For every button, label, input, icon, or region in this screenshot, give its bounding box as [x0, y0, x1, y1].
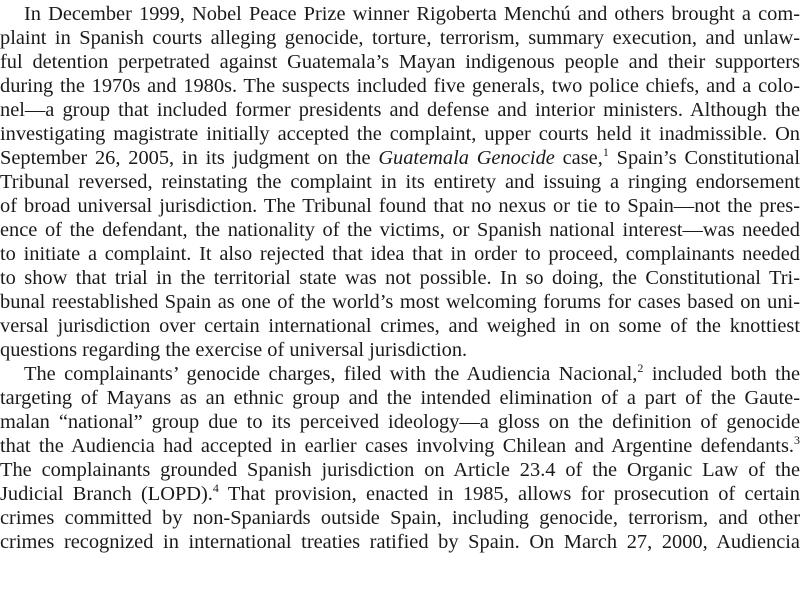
paragraph-1-line-8: Tribunal reversed, reinstating the complaint in its entirety and issuing a ringing endorsement: [0, 171, 800, 193]
paragraph-2-line-2: targeting of Mayans as an ethnic group and the intended elimination of a part of the Gaute-: [0, 387, 800, 409]
line-text: The complainants’ genocide charges, filed with the Audiencia Nacional,: [24, 363, 638, 385]
paragraph-1-line-10: ence of the defendant, the nationality of the victims, or Spanish national interest—was needed: [0, 219, 800, 241]
line-text: That provision, enacted in 1985, allows for prosecution of certain: [218, 483, 800, 505]
paragraph-2-line-4: [0, 434, 800, 458]
line-text: that the Audiencia had accepted in earlier cases involving Chilean and Argentine defendants.: [0, 435, 794, 457]
paragraph-1-line-5: nel—a group that included former presidents and defense and interior ministers. Although the: [0, 99, 800, 121]
line-text: Judicial Branch (LOPD).: [0, 483, 213, 505]
paragraph-1-line-11: to initiate a complaint. It also rejected that idea that in order to proceed, complainants needed: [0, 243, 800, 265]
line-text: included both the: [643, 363, 800, 385]
footnote-marker: 4: [212, 481, 219, 496]
paragraph-1-line-2: plaint in Spanish courts alleging genocide, torture, terrorism, summary execution, and unlaw-: [0, 27, 800, 49]
paragraph-2-line-8: crimes recognized in international treaties ratified by Spain. On March 27, 2000, Audiencia: [0, 531, 800, 553]
paragraph-1-line-15: questions regarding the exercise of universal jurisdiction.: [0, 339, 468, 361]
line-text: case,: [554, 147, 603, 169]
paragraph-1-line-3: ful detention perpetrated against Guatemala’s Mayan indigenous people and their supporters: [0, 51, 800, 73]
line-text: Spain’s Constitutional: [608, 147, 800, 169]
paragraph-1-line-14: versal jurisdiction over certain international crimes, and weighed in on some of the knottiest: [0, 315, 800, 337]
paragraph-1-line-4: during the 1970s and 1980s. The suspects included five generals, two police chiefs, and a colo-: [0, 75, 800, 97]
footnote-marker: 1: [602, 145, 609, 160]
paragraph-2-line-6: [0, 482, 800, 506]
paragraph-1-line-13: bunal reestablished Spain as one of the world’s most welcoming forums for cases based on uni-: [0, 291, 800, 313]
paragraph-2-line-1: [0, 362, 800, 386]
paragraph-1-line-12: to show that trial in the territorial state was not possible. In so doing, the Constitutional Tri-: [0, 267, 800, 289]
paragraph-2-line-3: malan “national” group due to its perceived ideology—a gloss on the definition of genocide: [0, 411, 800, 433]
footnote-marker: 2: [637, 361, 644, 376]
paragraph-1-line-9: of broad universal jurisdiction. The Tribunal found that no nexus or tie to Spain—not the pres-: [0, 195, 800, 217]
case-name-italic: Guatemala Genocide: [378, 147, 555, 169]
footnote-marker: 3: [794, 433, 800, 448]
paragraph-1-line-6: investigating magistrate initially accepted the complaint, upper courts held it inadmissible. On: [0, 123, 800, 145]
paragraph-1-line-1: In December 1999, Nobel Peace Prize winner Rigoberta Menchú and others brought a com-: [24, 3, 800, 25]
paragraph-2-line-7: crimes committed by non-Spaniards outside Spain, including genocide, terrorism, and other: [0, 507, 800, 529]
paragraph-1-line-7: [0, 146, 800, 170]
paragraph-2-line-5: The complainants grounded Spanish jurisdiction on Article 23.4 of the Organic Law of the: [0, 459, 800, 481]
line-text: September 26, 2005, in its judgment on the: [0, 147, 379, 169]
